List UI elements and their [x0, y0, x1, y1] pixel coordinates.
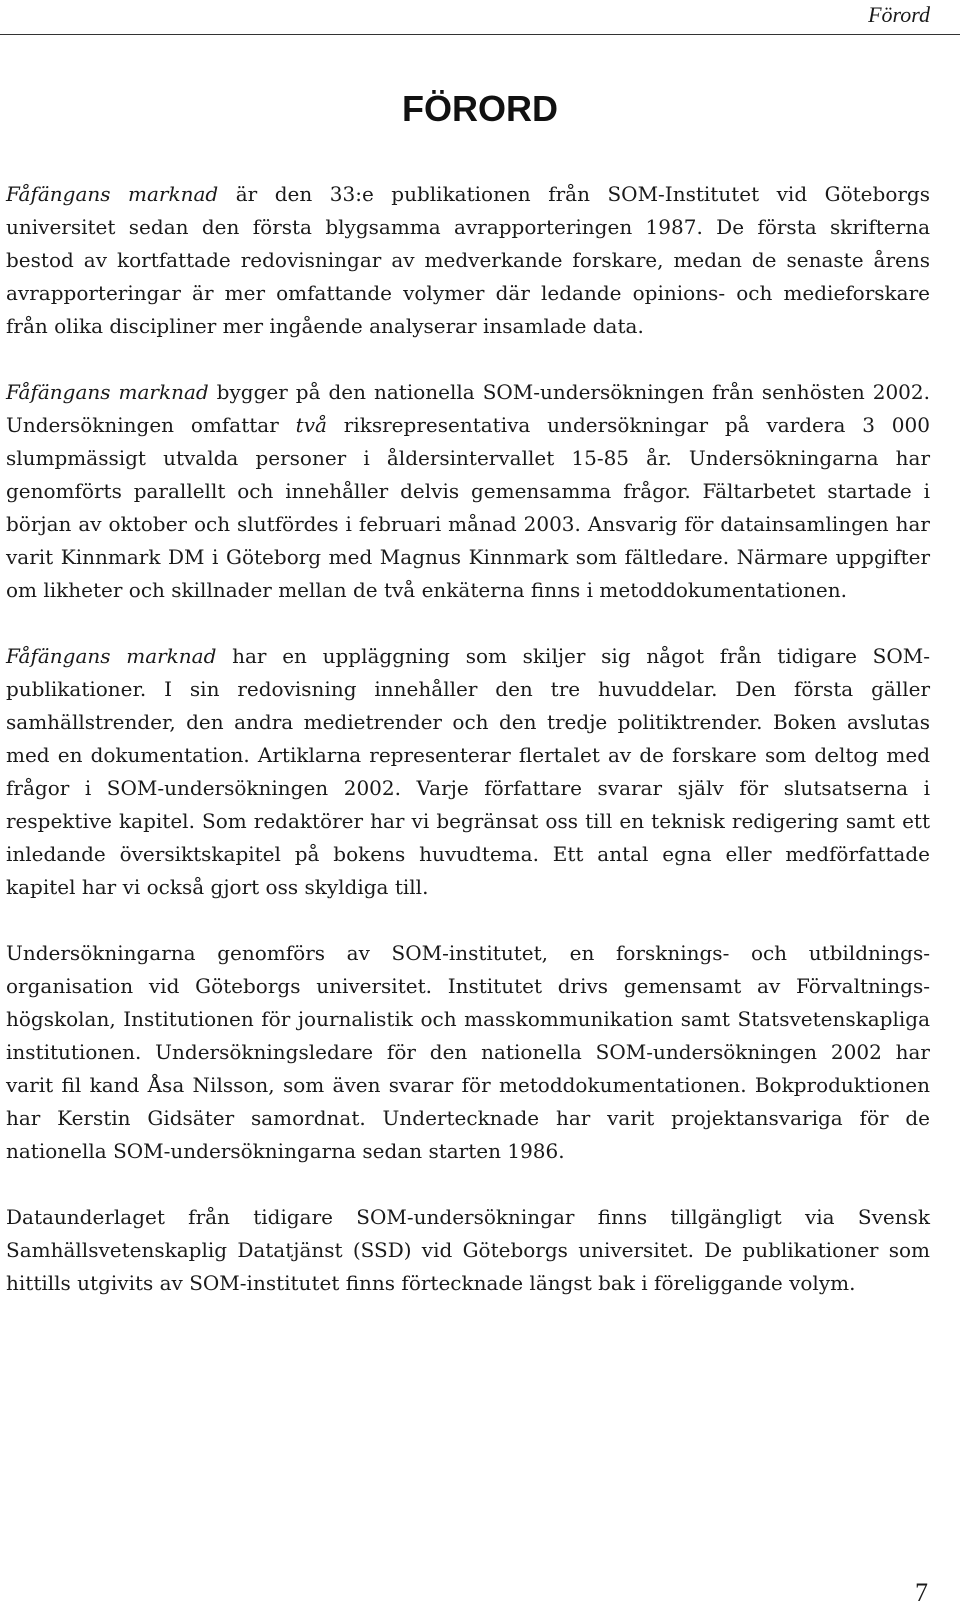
header-rule — [0, 34, 960, 35]
page-title: FÖRORD — [402, 88, 558, 130]
body-text — [6, 178, 930, 1300]
paragraph-1 — [6, 178, 930, 343]
running-head: Förord — [868, 2, 930, 27]
paragraph-2-segment-1: Fåfängans marknad — [6, 380, 209, 404]
paragraph-3-segment-2: har en uppläggning som skiljer sig något från tidigare SOM-publikationer. I sin redovisning innehåller den tre huvuddelar. Den första gäller samhällstrender, den andra medietrender och den tredje politiktrender. Boken avslutas med en dokumentation. Artiklarna representerar flertalet av de forskare som deltog med frågor i SOM-undersökningen 2002. Varje författare svarar själv för slutsatserna i respektive kapitel. Som redaktörer har vi begränsat oss till en teknisk redigering samt ett inledande översiktskapitel på bokens huvudtema. Ett antal egna eller medförfattade kapitel har vi också gjort oss skyldiga till. — [6, 644, 930, 899]
paragraph-5-segment-1: Dataunderlaget från tidigare SOM-undersökningar finns tillgängligt via Svensk Samhällsvetenskaplig Datatjänst (SSD) vid Göteborgs universitet. De publikationer som hittills utgivits av SOM-institutet finns förtecknade längst bak i föreliggande volym. — [6, 1205, 930, 1295]
page-number: 7 — [915, 1578, 928, 1607]
paragraph-2 — [6, 376, 930, 607]
paragraph-5 — [6, 1201, 930, 1300]
paragraph-3-segment-1: Fåfängans marknad — [6, 644, 217, 668]
paragraph-1-segment-1: Fåfängans marknad — [6, 182, 219, 206]
paragraph-2-segment-4: riksrepresentativa undersökningar på vardera 3 000 slumpmässigt utvalda personer i åldersintervallet 15-85 år. Undersökningarna har genomförts parallellt och innehåller delvis gemensamma frågor. Fältarbetet startade i början av oktober och slutfördes i februari månad 2003. Ansvarig för datainsamlingen har varit Kinnmark DM i Göteborg med Magnus Kinnmark som fältledare. Närmare uppgifter om likheter och skillnader mellan de två enkäterna finns i metoddokumentationen. — [6, 413, 930, 602]
paragraph-1-segment-2: är den 33:e publikationen från SOM-Institutet vid Göteborgs universitet sedan den första blygsamma avrapporteringen 1987. De första skrifterna bestod av kortfattade redovisningar av medverkande forskare, medan de senaste årens avrapporteringar är mer omfattande volymer där ledande opinions- och medieforskare från olika discipliner mer ingående analyserar insamlade data. — [6, 182, 930, 338]
paragraph-2-segment-3: två — [295, 413, 327, 437]
paragraph-4-segment-1: Undersökningarna genomförs av SOM-institutet, en forsknings- och utbildningsorganisation vid Göteborgs universitet. Institutet drivs gemensamt av Förvaltningshögskolan, Institutionen för journalistik och masskommunikation samt Statsvetenskapliga institutionen. Undersökningsledare för den nationella SOM-undersökningen 2002 har varit fil kand Åsa Nilsson, som även svarar för metoddokumentationen. Bokproduktionen har Kerstin Gidsäter samordnat. Undertecknade har varit projektansvariga för de nationella SOM-undersökningarna sedan starten 1986. — [6, 941, 930, 1163]
paragraph-3 — [6, 640, 930, 904]
paragraph-4 — [6, 937, 930, 1168]
paragraph-2-segment-2: bygger på den nationella SOM-undersökningen från senhösten 2002. Undersökningen omfattar — [6, 380, 930, 437]
